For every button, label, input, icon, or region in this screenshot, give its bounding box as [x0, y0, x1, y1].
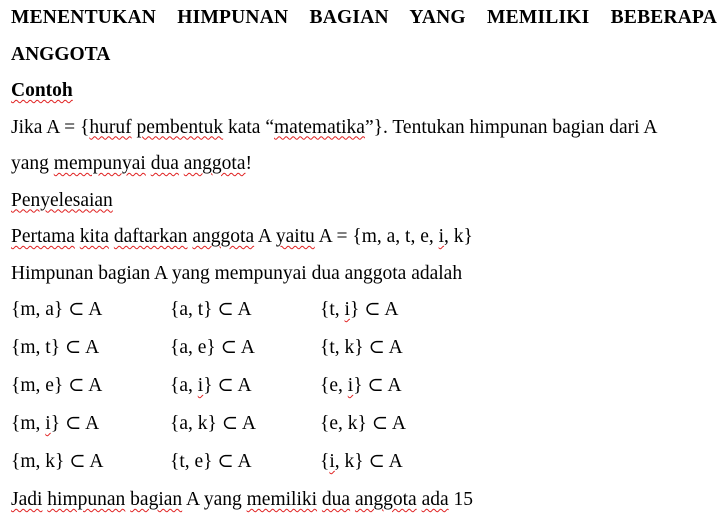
step-1-word: Pertama	[11, 226, 75, 247]
question-word: anggota	[183, 153, 246, 174]
conclusion-word: ada	[421, 489, 449, 510]
title-line-1: MENENTUKAN HIMPUNAN BAGIAN YANG MEMILIKI BEBERAPA	[11, 7, 717, 28]
subset-item: {e, i} ⊂ A	[320, 375, 402, 396]
conclusion-word: anggota	[354, 489, 417, 510]
question-text: yang	[11, 153, 54, 174]
question-word: dua	[150, 153, 179, 174]
subset-item: {m, t} ⊂ A	[11, 337, 100, 358]
conclusion-text: A yang	[182, 489, 247, 510]
question-text: Jika A = {	[11, 116, 90, 138]
step-1-word: anggota	[192, 226, 255, 247]
question-text: kata “	[223, 116, 274, 138]
document	[11, 4, 717, 523]
subset-item: {m, k} ⊂ A	[11, 451, 104, 472]
subset-item: {t, i} ⊂ A	[320, 299, 399, 320]
subset-item: {a, e} ⊂ A	[170, 337, 255, 358]
step-1-word: kita	[79, 226, 110, 247]
example-heading	[11, 77, 717, 114]
subset-item: {m, e} ⊂ A	[11, 375, 103, 396]
subset-item: {t, k} ⊂ A	[320, 337, 403, 358]
step-1-word: i	[438, 226, 445, 247]
question-line-2	[11, 150, 717, 187]
question-word: mempunyai	[53, 153, 146, 174]
example-heading-text: Contoh	[11, 80, 73, 101]
step-1-word: daftarkan	[113, 226, 188, 247]
conclusion-word: dua	[321, 489, 351, 510]
question-text: ”}. Tentukan himpunan bagian dari A	[364, 116, 658, 138]
title-line-2: ANGGOTA	[11, 43, 111, 65]
subset-item: {t, e} ⊂ A	[170, 451, 252, 472]
question-word: matematika	[274, 116, 365, 138]
subset-item: {m, a} ⊂ A	[11, 299, 103, 320]
step-2-line: Himpunan bagian A yang mempunyai dua anggota adalah	[11, 262, 463, 284]
step-1-text: A = {m, a, t, e,	[314, 226, 439, 247]
subset-item: {a, k} ⊂ A	[170, 413, 256, 434]
question-text: !	[245, 153, 252, 174]
conclusion-text: 15	[448, 489, 473, 510]
subset-item: {a, t} ⊂ A	[170, 299, 252, 320]
subset-item: {i, k} ⊂ A	[320, 451, 403, 472]
subset-item: {a, i} ⊂ A	[170, 375, 252, 396]
conclusion-word: memiliki	[246, 489, 318, 510]
step-1-text: , k}	[444, 226, 473, 247]
conclusion-word: Jadi	[11, 489, 43, 510]
question-word: pembentuk	[136, 116, 224, 138]
step-1-line	[11, 223, 717, 260]
step-1-word: yaitu	[275, 226, 315, 247]
solution-heading	[11, 187, 717, 224]
step-1-text: A	[254, 226, 276, 247]
conclusion-word: himpunan	[47, 489, 126, 510]
subset-item: {m, i} ⊂ A	[11, 413, 100, 434]
conclusion-word: bagian	[130, 489, 183, 510]
subset-grid	[11, 296, 717, 486]
subset-item: {e, k} ⊂ A	[320, 413, 406, 434]
question-word: huruf	[89, 116, 132, 138]
conclusion-line	[11, 486, 717, 523]
question-line-1	[11, 114, 717, 151]
solution-heading-text: Penyelesaian	[11, 189, 113, 211]
